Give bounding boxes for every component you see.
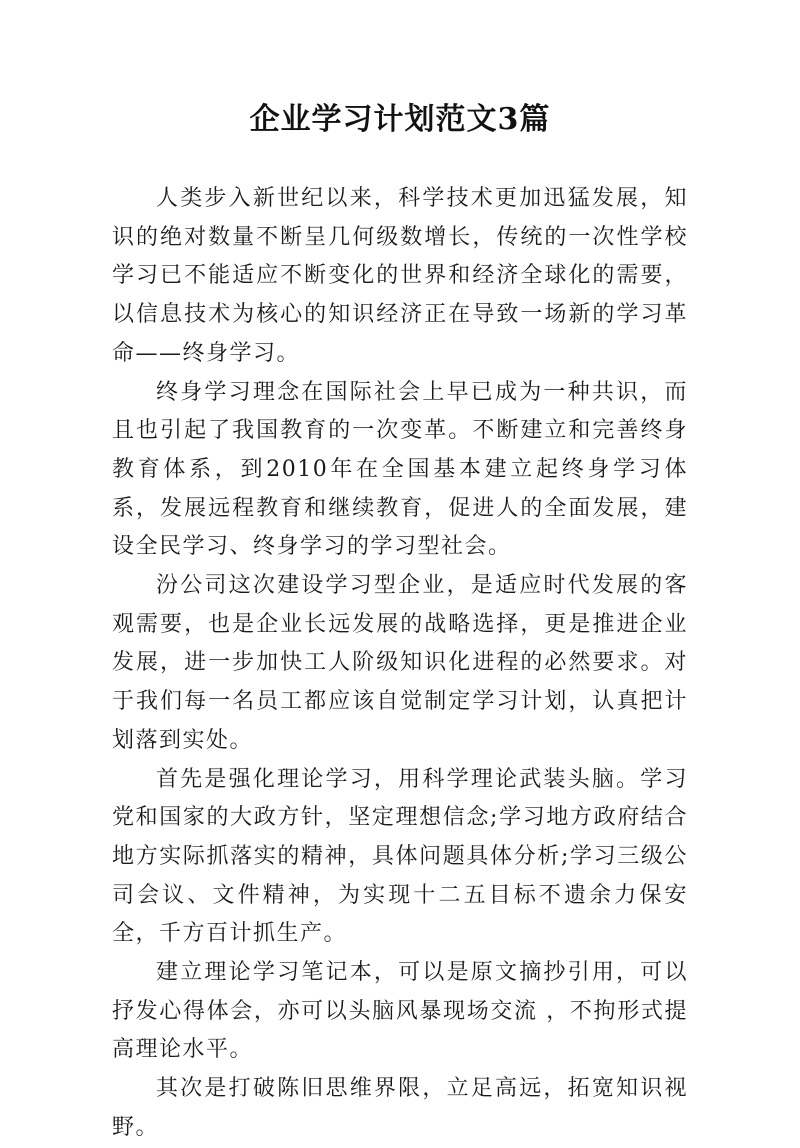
- document-title: 企业学习计划范文3篇: [249, 102, 551, 137]
- paragraph-4: 首先是强化理论学习，用科学理论武装头脑。学习党和国家的大政方针，坚定理想信念;学习地方政府结合地方实际抓落实的精神，具体问题具体分析;学习三级公司会议、文件精神，为实现十二五目标不遗余力保安全，千方百计抓生产。: [112, 766, 688, 947]
- paragraph-2: 终身学习理念在国际社会上早已成为一种共识，而且也引起了我国教育的一次变革。不断建立和完善终身教育体系，到2010年在全国基本建立起终身学习体系，发展远程教育和继续教育，促进人的全面发展，建设全民学习、终身学习的学习型社会。: [112, 379, 688, 560]
- paragraph-1: 人类步入新世纪以来，科学技术更加迅猛发展，知识的绝对数量不断呈几何级数增长，传统的一次性学校学习已不能适应不断变化的世界和经济全球化的需要，以信息技术为核心的知识经济正在导致一场新的学习革命——终身学习。: [112, 186, 688, 366]
- paragraph-3: 汾公司这次建设学习型企业，是适应时代发展的客观需要，也是企业长远发展的战略选择，更是推进企业发展，进一步加快工人阶级知识化进程的必然要求。对于我们每一名员工都应该自觉制定学习计划，认真把计划落到实处。: [112, 573, 688, 753]
- paragraph-6: 其次是打破陈旧思维界限，立足高远，拓宽知识视野。: [112, 1076, 688, 1140]
- document-body: [112, 180, 688, 1148]
- paragraph-5: 建立理论学习笔记本，可以是原文摘抄引用，可以抒发心得体会，亦可以头脑风暴现场交流 ，不拘形式提高理论水平。: [112, 960, 688, 1063]
